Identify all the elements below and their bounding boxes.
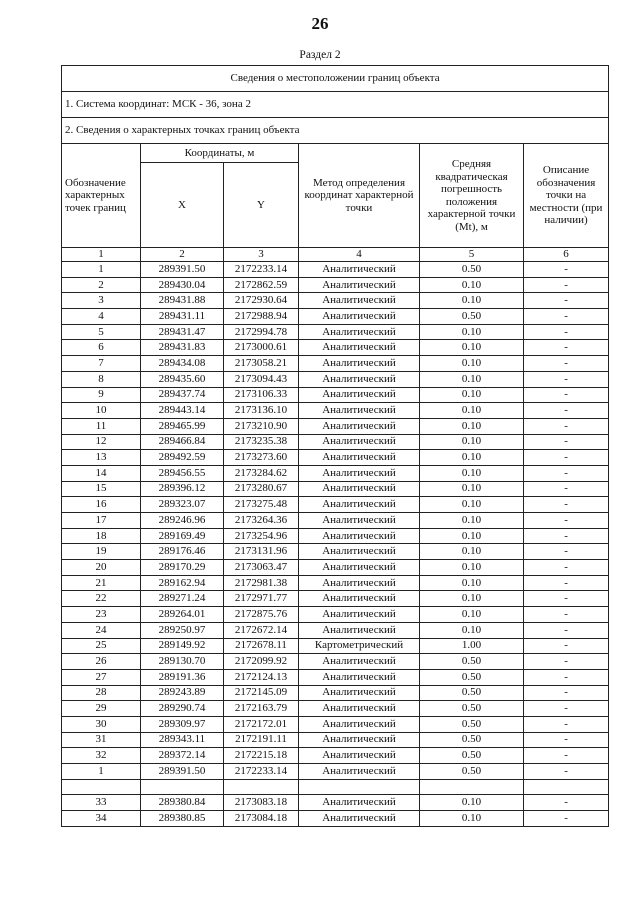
cell-accuracy: 0.10: [420, 513, 524, 529]
cell-coord-y: 2172099.92: [224, 654, 299, 670]
cell-coord-x: 289434.08: [141, 356, 224, 372]
cell-point-number: 25: [62, 638, 141, 654]
table-row: [62, 811, 609, 827]
section-label: Раздел 2: [299, 49, 341, 61]
cell-point-number: 30: [62, 716, 141, 732]
cell-method: Аналитический: [299, 403, 420, 419]
cell-point-number: 33: [62, 795, 141, 811]
cell-coord-x: 289246.96: [141, 513, 224, 529]
table-row: [62, 591, 609, 607]
table-row: [62, 528, 609, 544]
cell-point-number: 29: [62, 701, 141, 717]
cell-method: Аналитический: [299, 795, 420, 811]
cell-description: -: [524, 607, 609, 623]
cell-coord-y: 2172994.78: [224, 324, 299, 340]
cell-accuracy: 0.10: [420, 434, 524, 450]
cell-accuracy: 0.50: [420, 732, 524, 748]
points-heading: 2. Сведения о характерных точках границ объекта: [62, 118, 609, 144]
cell-method: Аналитический: [299, 371, 420, 387]
cell-coord-y: 2172172.01: [224, 716, 299, 732]
table-row: [62, 638, 609, 654]
table-row: [62, 418, 609, 434]
cell-method: Аналитический: [299, 387, 420, 403]
cell-point-number: 11: [62, 418, 141, 434]
cell-point-number: 7: [62, 356, 141, 372]
cell-point-number: 15: [62, 481, 141, 497]
cell-coord-y: 2172862.59: [224, 277, 299, 293]
header-designation: Обозначение характерных точек границ: [62, 144, 141, 248]
cell-method: Аналитический: [299, 701, 420, 717]
cell-accuracy: 0.50: [420, 701, 524, 717]
cell-coord-x: 289465.99: [141, 418, 224, 434]
cell-coord-y: 2173058.21: [224, 356, 299, 372]
cell-description: -: [524, 434, 609, 450]
cell-method: Аналитический: [299, 324, 420, 340]
cell-description: -: [524, 481, 609, 497]
cell-coord-y: 2173063.47: [224, 560, 299, 576]
cell-description: -: [524, 748, 609, 764]
cell-coord-y: 2173273.60: [224, 450, 299, 466]
cell-point-number: 19: [62, 544, 141, 560]
cell-point-number: 22: [62, 591, 141, 607]
cell-coord-x: 289170.29: [141, 560, 224, 576]
cell-method: Аналитический: [299, 418, 420, 434]
cell-accuracy: 0.50: [420, 654, 524, 670]
cell-point-number: 4: [62, 309, 141, 325]
header-x: X: [141, 163, 224, 248]
cell-accuracy: 0.10: [420, 450, 524, 466]
cell-accuracy: 0.10: [420, 575, 524, 591]
cell-accuracy: 0.10: [420, 340, 524, 356]
cell-coord-x: 289309.97: [141, 716, 224, 732]
table-title: Сведения о местоположении границ объекта: [62, 66, 609, 92]
cell-accuracy: 0.10: [420, 277, 524, 293]
cell-description: -: [524, 560, 609, 576]
cell-accuracy: 0.10: [420, 293, 524, 309]
cell-coord-x: 289372.14: [141, 748, 224, 764]
table-row: [62, 748, 609, 764]
coord-system: 1. Система координат: МСК - 36, зона 2: [62, 92, 609, 118]
cell-coord-x: 289431.88: [141, 293, 224, 309]
cell-point-number: 2: [62, 277, 141, 293]
cell-description: -: [524, 387, 609, 403]
cell-coord-y: [224, 779, 299, 795]
table-row: [62, 481, 609, 497]
cell-method: Аналитический: [299, 356, 420, 372]
cell-description: -: [524, 732, 609, 748]
cell-description: -: [524, 324, 609, 340]
cell-method: Аналитический: [299, 560, 420, 576]
cell-method: Аналитический: [299, 513, 420, 529]
cell-accuracy: 0.10: [420, 591, 524, 607]
cell-coord-y: 2173083.18: [224, 795, 299, 811]
cell-accuracy: 0.10: [420, 403, 524, 419]
cell-coord-x: 289456.55: [141, 465, 224, 481]
column-number: 6: [524, 248, 609, 262]
cell-coord-x: 289431.47: [141, 324, 224, 340]
cell-coord-y: 2172988.94: [224, 309, 299, 325]
cell-description: -: [524, 811, 609, 827]
table-row: [62, 403, 609, 419]
table-row: [62, 371, 609, 387]
cell-coord-y: 2173136.10: [224, 403, 299, 419]
cell-description: -: [524, 450, 609, 466]
cell-coord-x: 289380.85: [141, 811, 224, 827]
table-row: [62, 716, 609, 732]
table-row: [62, 654, 609, 670]
cell-accuracy: 0.10: [420, 387, 524, 403]
cell-coord-y: 2173284.62: [224, 465, 299, 481]
cell-accuracy: 0.10: [420, 497, 524, 513]
cell-method: Аналитический: [299, 481, 420, 497]
cell-description: -: [524, 418, 609, 434]
cell-accuracy: 0.10: [420, 622, 524, 638]
cell-point-number: 14: [62, 465, 141, 481]
column-number: 2: [141, 248, 224, 262]
cell-coord-x: 289169.49: [141, 528, 224, 544]
cell-accuracy: 0.50: [420, 309, 524, 325]
cell-coord-x: 289431.11: [141, 309, 224, 325]
cell-point-number: 1: [62, 764, 141, 780]
header-coordinates: Координаты, м: [141, 144, 299, 163]
cell-description: -: [524, 795, 609, 811]
table-row: [62, 277, 609, 293]
cell-method: Аналитический: [299, 262, 420, 278]
cell-description: -: [524, 685, 609, 701]
cell-description: -: [524, 638, 609, 654]
cell-method: Аналитический: [299, 293, 420, 309]
cell-coord-x: 289343.11: [141, 732, 224, 748]
table-row: [62, 497, 609, 513]
cell-description: -: [524, 277, 609, 293]
cell-coord-y: 2172233.14: [224, 262, 299, 278]
cell-accuracy: 0.10: [420, 544, 524, 560]
cell-accuracy: 0.10: [420, 371, 524, 387]
cell-description: -: [524, 465, 609, 481]
cell-accuracy: 0.10: [420, 560, 524, 576]
cell-coord-x: 289466.84: [141, 434, 224, 450]
header-accuracy: Средняя квадратическая погрешность положения характерной точки (Mt), м: [420, 144, 524, 248]
cell-point-number: 20: [62, 560, 141, 576]
cell-method: Аналитический: [299, 716, 420, 732]
cell-coord-x: 289437.74: [141, 387, 224, 403]
cell-point-number: 8: [62, 371, 141, 387]
cell-coord-y: 2173254.96: [224, 528, 299, 544]
cell-method: Аналитический: [299, 748, 420, 764]
table-row: [62, 669, 609, 685]
cell-accuracy: 0.50: [420, 716, 524, 732]
cell-coord-y: 2173264.36: [224, 513, 299, 529]
boundary-points-table: [61, 65, 609, 827]
cell-method: Аналитический: [299, 607, 420, 623]
cell-description: -: [524, 371, 609, 387]
page-number: 26: [311, 14, 329, 33]
cell-coord-x: 289380.84: [141, 795, 224, 811]
cell-point-number: 12: [62, 434, 141, 450]
cell-coord-y: 2173235.38: [224, 434, 299, 450]
cell-accuracy: 0.10: [420, 324, 524, 340]
cell-description: -: [524, 654, 609, 670]
column-numbers-row: [62, 248, 609, 262]
cell-point-number: 10: [62, 403, 141, 419]
cell-description: -: [524, 544, 609, 560]
cell-description: [524, 779, 609, 795]
table-row: [62, 387, 609, 403]
header-method: Метод определения координат характерной точки: [299, 144, 420, 248]
cell-description: -: [524, 528, 609, 544]
column-number: 3: [224, 248, 299, 262]
cell-method: [299, 779, 420, 795]
cell-point-number: 26: [62, 654, 141, 670]
cell-coord-y: 2172971.77: [224, 591, 299, 607]
cell-description: -: [524, 262, 609, 278]
table-row: [62, 340, 609, 356]
table-row: [62, 324, 609, 340]
cell-accuracy: 0.10: [420, 795, 524, 811]
cell-point-number: 21: [62, 575, 141, 591]
cell-coord-y: 2172145.09: [224, 685, 299, 701]
cell-coord-x: 289162.94: [141, 575, 224, 591]
cell-coord-y: 2173084.18: [224, 811, 299, 827]
cell-point-number: 16: [62, 497, 141, 513]
header-y: Y: [224, 163, 299, 248]
cell-accuracy: 0.10: [420, 465, 524, 481]
cell-coord-x: 289149.92: [141, 638, 224, 654]
cell-point-number: 27: [62, 669, 141, 685]
cell-coord-y: 2172191.11: [224, 732, 299, 748]
table-row: [62, 560, 609, 576]
cell-coord-x: 289431.83: [141, 340, 224, 356]
cell-method: Аналитический: [299, 528, 420, 544]
cell-coord-y: 2173094.43: [224, 371, 299, 387]
cell-coord-x: 289243.89: [141, 685, 224, 701]
cell-accuracy: 0.50: [420, 685, 524, 701]
cell-accuracy: 1.00: [420, 638, 524, 654]
table-row: [62, 764, 609, 780]
cell-method: Картометрический: [299, 638, 420, 654]
table-body: [62, 262, 609, 827]
table-row: [62, 513, 609, 529]
cell-accuracy: 0.10: [420, 418, 524, 434]
cell-description: -: [524, 669, 609, 685]
cell-accuracy: 0.50: [420, 669, 524, 685]
table-row: [62, 262, 609, 278]
table-row: [62, 779, 609, 795]
header-description: Описание обозначения точки на местности (при наличии): [524, 144, 609, 248]
cell-coord-y: 2172678.11: [224, 638, 299, 654]
cell-method: Аналитический: [299, 669, 420, 685]
cell-description: -: [524, 403, 609, 419]
cell-method: Аналитический: [299, 544, 420, 560]
cell-coord-y: 2173000.61: [224, 340, 299, 356]
cell-accuracy: 0.10: [420, 356, 524, 372]
cell-point-number: 13: [62, 450, 141, 466]
table-row: [62, 544, 609, 560]
cell-accuracy: 0.50: [420, 262, 524, 278]
cell-point-number: 28: [62, 685, 141, 701]
column-number: 1: [62, 248, 141, 262]
cell-accuracy: 0.10: [420, 481, 524, 497]
cell-method: Аналитический: [299, 277, 420, 293]
cell-description: -: [524, 622, 609, 638]
cell-description: -: [524, 356, 609, 372]
cell-point-number: 6: [62, 340, 141, 356]
cell-coord-x: 289323.07: [141, 497, 224, 513]
cell-method: Аналитический: [299, 654, 420, 670]
cell-coord-x: 289391.50: [141, 262, 224, 278]
cell-point-number: 24: [62, 622, 141, 638]
cell-method: Аналитический: [299, 340, 420, 356]
column-number: 4: [299, 248, 420, 262]
table-row: [62, 685, 609, 701]
cell-point-number: 3: [62, 293, 141, 309]
table-row: [62, 622, 609, 638]
cell-point-number: 17: [62, 513, 141, 529]
cell-method: Аналитический: [299, 764, 420, 780]
cell-coord-y: 2172930.64: [224, 293, 299, 309]
cell-coord-x: 289391.50: [141, 764, 224, 780]
cell-point-number: 31: [62, 732, 141, 748]
cell-coord-x: 289264.01: [141, 607, 224, 623]
cell-method: Аналитический: [299, 622, 420, 638]
cell-description: -: [524, 764, 609, 780]
cell-point-number: 34: [62, 811, 141, 827]
cell-coord-x: [141, 779, 224, 795]
cell-coord-x: 289290.74: [141, 701, 224, 717]
cell-description: -: [524, 293, 609, 309]
cell-coord-x: 289396.12: [141, 481, 224, 497]
cell-method: Аналитический: [299, 465, 420, 481]
cell-coord-y: 2173210.90: [224, 418, 299, 434]
cell-description: -: [524, 340, 609, 356]
cell-coord-x: 289435.60: [141, 371, 224, 387]
cell-coord-y: 2173106.33: [224, 387, 299, 403]
cell-coord-x: 289176.46: [141, 544, 224, 560]
cell-coord-y: 2172233.14: [224, 764, 299, 780]
cell-description: -: [524, 591, 609, 607]
cell-coord-x: 289130.70: [141, 654, 224, 670]
cell-accuracy: 0.50: [420, 748, 524, 764]
cell-description: -: [524, 575, 609, 591]
table-row: [62, 701, 609, 717]
cell-coord-y: 2173280.67: [224, 481, 299, 497]
cell-description: -: [524, 309, 609, 325]
table-row: [62, 732, 609, 748]
cell-method: Аналитический: [299, 450, 420, 466]
cell-method: Аналитический: [299, 309, 420, 325]
cell-method: Аналитический: [299, 434, 420, 450]
cell-description: -: [524, 513, 609, 529]
cell-coord-x: 289492.59: [141, 450, 224, 466]
cell-accuracy: 0.10: [420, 607, 524, 623]
cell-point-number: 9: [62, 387, 141, 403]
cell-coord-y: 2172875.76: [224, 607, 299, 623]
cell-description: -: [524, 716, 609, 732]
cell-coord-y: 2172672.14: [224, 622, 299, 638]
table-row: [62, 575, 609, 591]
cell-coord-y: 2173275.48: [224, 497, 299, 513]
table-row: [62, 309, 609, 325]
cell-accuracy: 0.10: [420, 811, 524, 827]
cell-coord-x: 289191.36: [141, 669, 224, 685]
cell-description: -: [524, 701, 609, 717]
cell-coord-x: 289430.04: [141, 277, 224, 293]
cell-coord-y: 2172124.13: [224, 669, 299, 685]
table-row: [62, 293, 609, 309]
table-row: [62, 434, 609, 450]
cell-accuracy: 0.10: [420, 528, 524, 544]
cell-coord-x: 289250.97: [141, 622, 224, 638]
cell-accuracy: 0.50: [420, 764, 524, 780]
cell-method: Аналитический: [299, 575, 420, 591]
cell-coord-y: 2172163.79: [224, 701, 299, 717]
column-number: 5: [420, 248, 524, 262]
cell-method: Аналитический: [299, 811, 420, 827]
cell-coord-x: 289271.24: [141, 591, 224, 607]
table-row: [62, 450, 609, 466]
cell-coord-y: 2172215.18: [224, 748, 299, 764]
cell-coord-x: 289443.14: [141, 403, 224, 419]
cell-point-number: 18: [62, 528, 141, 544]
cell-point-number: 23: [62, 607, 141, 623]
cell-accuracy: [420, 779, 524, 795]
cell-point-number: 32: [62, 748, 141, 764]
cell-description: -: [524, 497, 609, 513]
table-row: [62, 465, 609, 481]
cell-point-number: [62, 779, 141, 795]
cell-point-number: 5: [62, 324, 141, 340]
cell-coord-y: 2172981.38: [224, 575, 299, 591]
table-row: [62, 607, 609, 623]
cell-point-number: 1: [62, 262, 141, 278]
cell-method: Аналитический: [299, 732, 420, 748]
table-row: [62, 356, 609, 372]
cell-method: Аналитический: [299, 685, 420, 701]
cell-method: Аналитический: [299, 497, 420, 513]
cell-coord-y: 2173131.96: [224, 544, 299, 560]
cell-method: Аналитический: [299, 591, 420, 607]
table-row: [62, 795, 609, 811]
